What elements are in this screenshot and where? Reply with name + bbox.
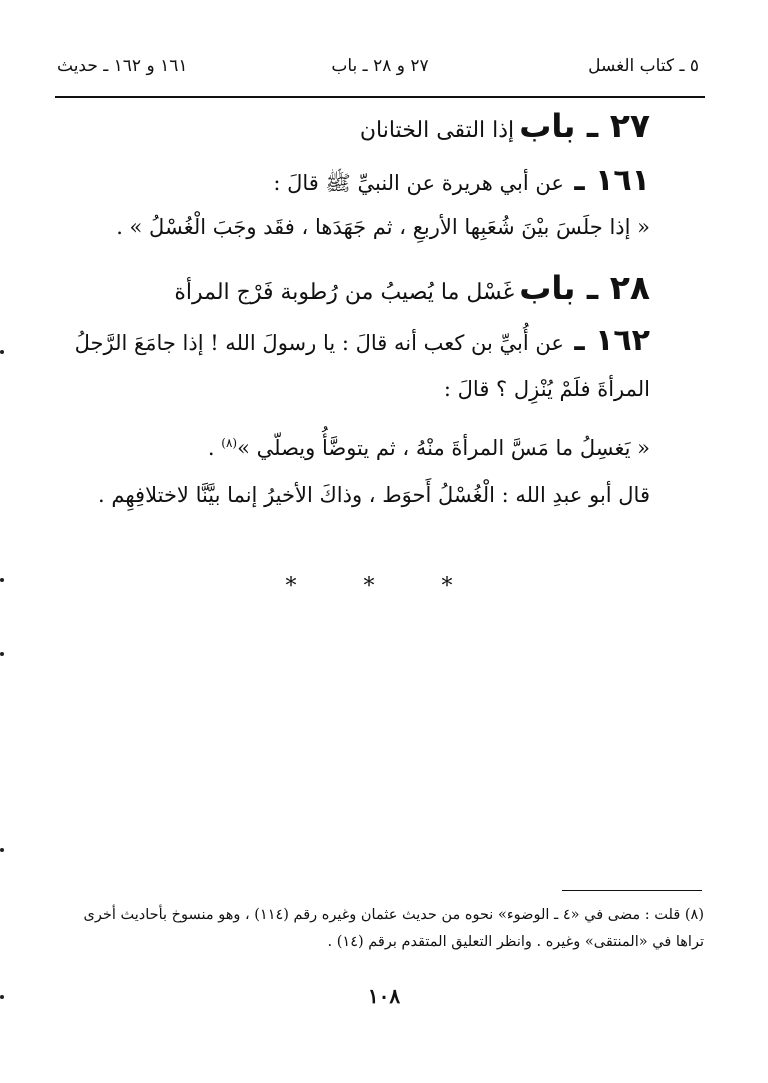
hadith-162-dash: ـ: [563, 323, 596, 358]
chapter-28-number: ٢٨: [609, 268, 650, 307]
hadith-162-isnad: عن أُبيِّ بن كعب أنه قالَ : يا رسولَ الله ! إذا جامَعَ الرَّجلُ المرأةَ فلَمْ يُنْزِل ؟ قالَ :: [74, 331, 650, 401]
chapter-28-title: غَسْل ما يُصيبُ من رُطوبة فَرْج المرأة: [174, 280, 515, 305]
header-hadiths: ١٦١ و ١٦٢ ـ حديث: [57, 56, 188, 76]
hadith-161-dash: ـ: [563, 163, 596, 198]
scan-margin-mark: [0, 578, 4, 582]
header-chapters: ٢٧ و ٢٨ ـ باب: [331, 56, 429, 76]
chapter-27-title: إذا التقى الختانان: [359, 118, 515, 143]
footnote-ref-8[interactable]: (٨): [221, 436, 238, 450]
scan-margin-mark: [0, 995, 4, 999]
chapter-27-bab: باب: [519, 107, 576, 145]
running-header: [55, 54, 705, 84]
hadith-162-number: ١٦٢: [595, 323, 650, 358]
chapter-28-dash: ـ: [575, 268, 610, 307]
hadith-162-text: [60, 420, 650, 471]
hadith-162-comment: قال أبو عبدِ الله : الْغُسْلُ أَحوَط ، وذاكَ الأخيرُ إنما بيَّنَّا لاختلافِهِم .: [98, 483, 650, 507]
chapter-28-heading: [174, 268, 650, 307]
section-separator-stars: * * *: [285, 574, 483, 599]
chapter-27-number: ٢٧: [609, 106, 650, 145]
chapter-27-heading: [360, 106, 650, 145]
hadith-162-intro: [50, 318, 650, 412]
scan-margin-mark: [0, 652, 4, 656]
hadith-161-text: « إذا جلَسَ بيْنَ شُعَبِها الأربعِ ، ثم جَهَدَها ، فقَد وجَبَ الْغُسْلُ » .: [116, 215, 650, 239]
scan-margin-mark: [0, 848, 4, 852]
header-rule: [55, 96, 705, 98]
hadith-161-intro: [60, 158, 650, 206]
hadith-162-end: .: [207, 436, 222, 460]
chapter-28-bab: باب: [519, 269, 576, 307]
chapter-27-dash: ـ: [575, 106, 610, 145]
header-book-title: ٥ ـ كتاب الغسل: [588, 56, 699, 76]
hadith-161-number: ١٦١: [595, 163, 650, 198]
scan-margin-mark: [0, 350, 4, 354]
page-number: ١٠٨: [367, 984, 401, 1008]
footnote-8: (٨) قلت : مضى في «٤ ـ الوضوء» نحوه من حديث عثمان وغيره رقم (١١٤) ، وهو منسوخ بأحاديث أخرى تراها في «المنتقى» وغيره . وانظر التعليق المتقدم برقم (١٤) .: [83, 907, 704, 950]
hadith-162-matn: « يَغسِلُ ما مَسَّ المرأةَ منْهُ ، ثم يتوضَّأُ ويصلّي »: [237, 436, 650, 460]
footnote-rule: [562, 890, 702, 891]
hadith-161-isnad: عن أبي هريرة عن النبيِّ ﷺ قالَ :: [273, 171, 564, 195]
